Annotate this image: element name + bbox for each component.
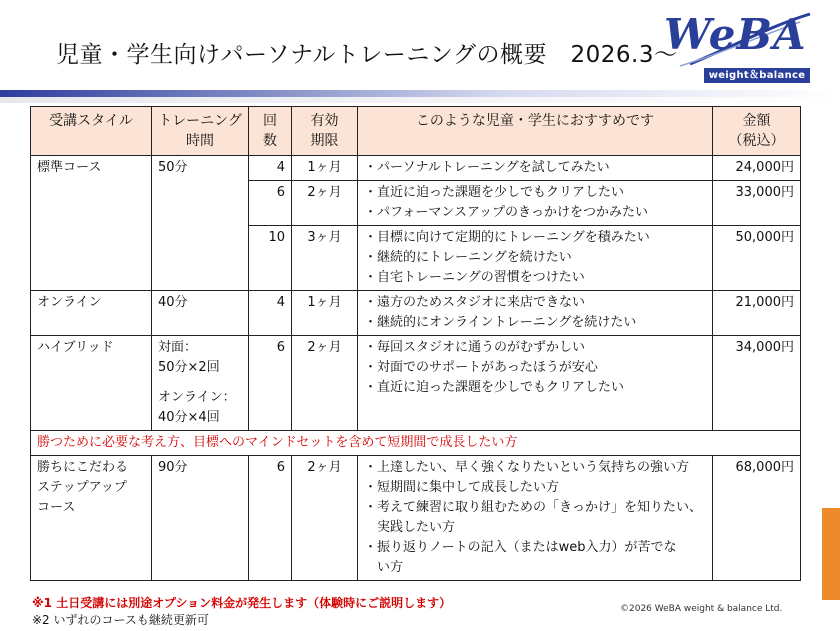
period-cell: 1ヶ月	[292, 156, 358, 181]
hybrid-time-value: 50分×2回	[158, 360, 220, 375]
count-cell: 6	[249, 456, 292, 581]
header-time: トレーニング 時間	[152, 107, 249, 156]
table-row	[31, 456, 801, 581]
recommend-cell	[358, 156, 713, 181]
recommend-item: ・目標に向けて定期的にトレーニングを積みたい	[364, 230, 650, 245]
recommend-item: ・直近に迫った課題を少しでもクリアしたい	[364, 185, 625, 200]
copyright: ©2026 WeBA weight & balance Ltd.	[620, 604, 783, 614]
header-price: 金額 （税込）	[713, 107, 801, 156]
price-cell: 50,000円	[713, 226, 801, 291]
recommend-cell	[358, 181, 713, 226]
course-standard-name: 標準コース	[31, 156, 152, 291]
logo-tagline: weight＆balance	[704, 68, 810, 83]
recommend-item: ・パーソナルトレーニングを試してみたい	[364, 160, 610, 175]
course-step-name: 勝ちにこだわる ステップアップ コース	[31, 456, 152, 581]
hybrid-time-label: オンライン：	[158, 390, 236, 405]
recommend-item: ・考えて練習に取り組むための「きっかけ」を知りたい、	[364, 500, 703, 515]
price-cell: 34,000円	[713, 336, 801, 431]
course-hybrid-time	[152, 336, 249, 431]
table-row	[31, 336, 801, 431]
recommend-cell	[358, 291, 713, 336]
period-cell: 2ヶ月	[292, 456, 358, 581]
course-online-time: 40分	[152, 291, 249, 336]
table-row	[31, 291, 801, 336]
period-cell: 3ヶ月	[292, 226, 358, 291]
recommend-item: ・遠方のためスタジオに来店できない	[364, 295, 586, 310]
accent-bar	[822, 508, 840, 600]
logo-wordmark: WeBA	[664, 10, 807, 59]
hybrid-time-label: 対面：	[158, 340, 198, 355]
table-row-banner	[31, 431, 801, 456]
course-step-time: 90分	[152, 456, 249, 581]
recommend-item: ・振り返りノートの記入（またはweb入力）が苦でな	[364, 540, 677, 555]
table-row	[31, 156, 801, 181]
header-style: 受講スタイル	[31, 107, 152, 156]
recommend-item: ・自宅トレーニングの習慣をつけたい	[364, 270, 585, 285]
price-cell: 21,000円	[713, 291, 801, 336]
step-course-banner: 勝つために必要な考え方、目標へのマインドセットを含めて短期間で成長したい方	[31, 431, 801, 456]
period-cell: 1ヶ月	[292, 291, 358, 336]
recommend-cell	[358, 336, 713, 431]
header-band	[0, 90, 840, 97]
header-count: 回 数	[249, 107, 292, 156]
footnote-renewal: ※2 いずれのコースも継続更新可	[32, 613, 209, 627]
price-cell: 33,000円	[713, 181, 801, 226]
count-cell: 4	[249, 156, 292, 181]
recommend-cell	[358, 456, 713, 581]
footnote-weekend: ※1 土日受講には別途オプション料金が発生します（体験時にご説明します）	[32, 596, 452, 610]
course-online-name: オンライン	[31, 291, 152, 336]
course-standard-time: 50分	[152, 156, 249, 291]
page-title: 児童・学生向けパーソナルトレーニングの概要 2026.3〜	[56, 42, 678, 68]
price-cell: 24,000円	[713, 156, 801, 181]
count-cell: 6	[249, 336, 292, 431]
recommend-item: ・対面でのサポートがあったほうが安心	[364, 360, 598, 375]
header-period: 有効 期限	[292, 107, 358, 156]
price-cell: 68,000円	[713, 456, 801, 581]
header-shadow	[0, 97, 840, 103]
recommend-item: い方	[364, 560, 404, 575]
count-cell: 6	[249, 181, 292, 226]
period-cell: 2ヶ月	[292, 181, 358, 226]
header-recommend: このような児童・学生におすすめです	[358, 107, 713, 156]
count-cell: 10	[249, 226, 292, 291]
recommend-item: 実践したい方	[364, 520, 456, 535]
hybrid-time-value: 40分×4回	[158, 410, 220, 425]
recommend-item: ・直近に迫った課題を少しでもクリアしたい	[364, 380, 625, 395]
weba-logo	[660, 8, 820, 86]
recommend-item: ・上達したい、早く強くなりたいという気持ちの強い方	[364, 460, 690, 475]
table-header-row	[31, 107, 801, 156]
recommend-item: ・パフォーマンスアップのきっかけをつかみたい	[364, 205, 649, 220]
recommend-cell	[358, 226, 713, 291]
recommend-item: ・継続的にオンライントレーニングを続けたい	[364, 315, 637, 330]
recommend-item: ・毎回スタジオに通うのがむずかしい	[364, 340, 586, 355]
recommend-item: ・継続的にトレーニングを続けたい	[364, 250, 572, 265]
period-cell: 2ヶ月	[292, 336, 358, 431]
pricing-table	[30, 106, 801, 581]
count-cell: 4	[249, 291, 292, 336]
course-hybrid-name: ハイブリッド	[31, 336, 152, 431]
recommend-item: ・短期間に集中して成長したい方	[364, 480, 560, 495]
